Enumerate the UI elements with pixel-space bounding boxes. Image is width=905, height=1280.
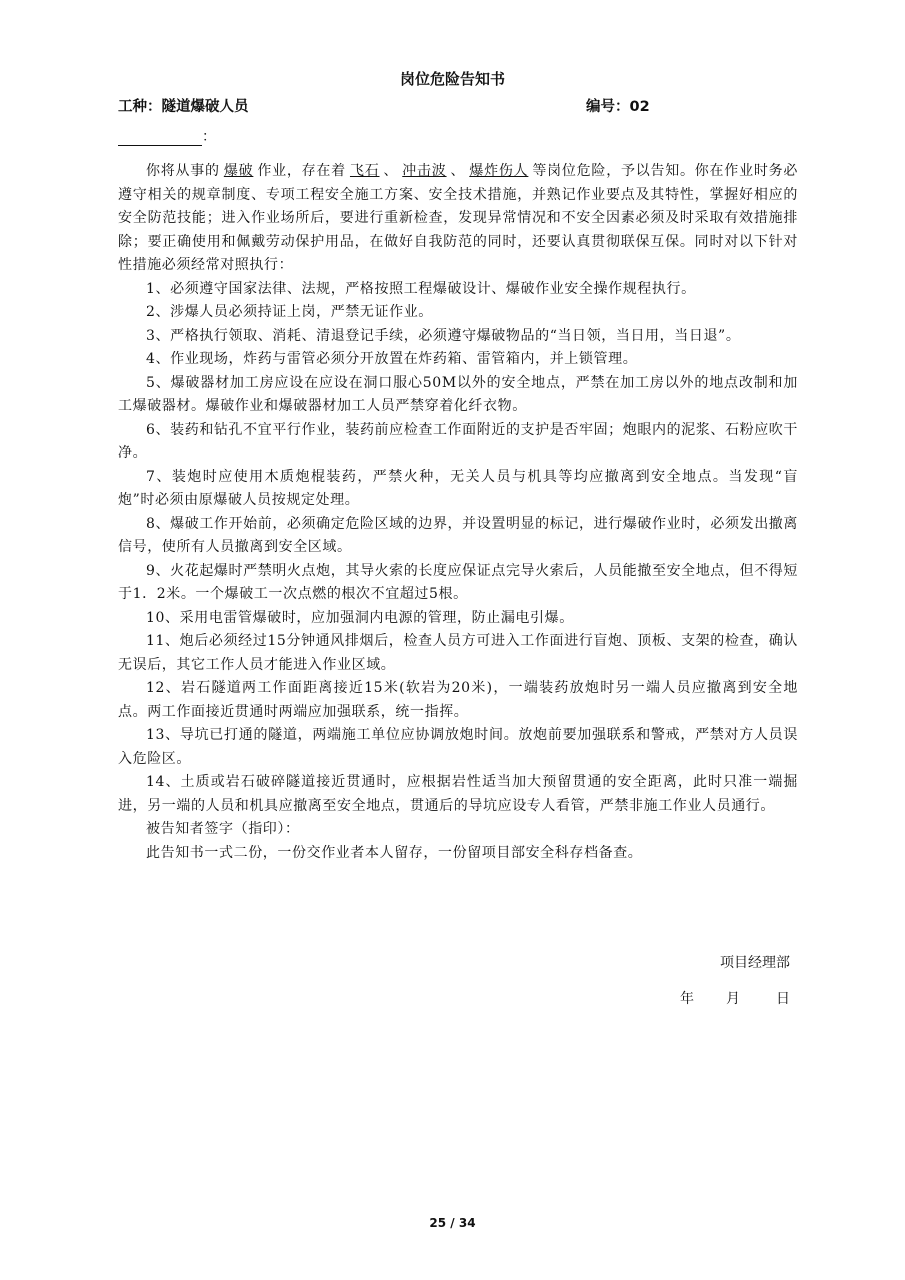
measure-item: 12、岩石隧道两工作面距离接近15米(软岩为20米)，一端装药放炮时另一端人员应撤离到安全地点。两工作面接近贯通时两端应加强联系，统一指挥。 (118, 680, 798, 720)
document-number: 编号：02 (586, 99, 650, 115)
hazard-underlined: 冲击波 (402, 163, 447, 179)
meta-row (118, 95, 788, 115)
work-type-underlined: 爆破 (223, 163, 254, 179)
measure-item: 5、爆破器材加工房应设在应设在洞口服心50M以外的安全地点，严禁在加工房以外的地点改制和加工爆破器材。爆破作业和爆破器材加工人员严禁穿着化纤衣物。 (118, 374, 798, 414)
measure-item: 10、采用电雷管爆破时，应加强洞内电源的管理，防止漏电引爆。 (146, 609, 574, 626)
measure-item: 7、装炮时应使用木质炮棍装药，严禁火种，无关人员与机具等均应撤离到安全地点。当发现“盲炮”时必须由原爆破人员按规定处理。 (118, 468, 798, 508)
measure-item: 6、装药和钻孔不宜平行作业，装药前应检查工作面附近的支护是否牢固；炮眼内的泥浆、石粉应吹干净。 (118, 421, 798, 461)
measure-item: 4、作业现场，炸药与雷管必须分开放置在炸药箱、雷管箱内，并上锁管理。 (146, 351, 638, 367)
measure-item: 8、爆破工作开始前，必须确定危险区域的边界，并设置明显的标记，进行爆破作业时，必须发出撤离信号，使所有人员撤离到安全区域。 (118, 515, 798, 555)
page-number: 25 / 34 (429, 1216, 476, 1230)
job-type: 工种：隧道爆破人员 (118, 99, 249, 115)
intro-paragraph (118, 160, 798, 278)
intro-text: 你将从事的 (146, 163, 220, 179)
measure-item: 3、严格执行领取、消耗、清退登记手续，必须遵守爆破物品的“当日领，当日用，当日退”。 (146, 327, 741, 344)
measure-item: 14、土质或岩石破碎隧道接近贯通时，应根据岩性适当加大预留贯通的安全距离，此时只准一端掘进，另一端的人员和机具应撤离至安全地点，贯通后的导坑应设专人看管，严禁非施工作业人员通行。 (118, 774, 798, 814)
measure-item: 13、导坑已打通的隧道，两端施工单位应协调放炮时间。放炮前要加强联系和警戒，严禁对方人员误入危险区。 (118, 727, 798, 767)
date-day: 日 (776, 991, 790, 1007)
notice-body (118, 160, 798, 865)
measure-item: 9、火花起爆时严禁明火点炮，其导火索的长度应保证点完导火索后，人员能撤至安全地点，但不得短于1．2米。一个爆破工一次点燃的根次不宜超过5根。 (118, 562, 798, 602)
addressee-blank (118, 129, 202, 146)
hazard-underlined: 爆炸伤人 (469, 163, 529, 179)
intro-text: 作业，存在着 (257, 163, 346, 179)
document-title: 岗位危险告知书 (399, 70, 505, 88)
addressee-colon: ： (202, 129, 216, 145)
date-year: 年 (680, 991, 694, 1007)
signature-line: 被告知者签字（指印）： (146, 821, 300, 837)
measure-item: 1、必须遵守国家法律、法规，严格按照工程爆破设计、爆破作业安全操作规程执行。 (146, 280, 696, 297)
measure-item: 2、涉爆人员必须持证上岗，严禁无证作业。 (146, 304, 433, 320)
copies-note: 此告知书一式二份，一份交作业者本人留存，一份留项目部安全科存档备查。 (146, 844, 643, 861)
intro-text: 等岗位危险，予以告知。你在作业时务必遵守相关的规章制度、专项工程安全施工方案、安全技术措施，并熟记作业要点及其特性，掌握好相应的安全防范技能；进入作业场所后，要进行重新检查，发现异常情况和不安全因素必须及时采取有效措施排除；要正确使用和佩戴劳动保护用品，在做好自我防范的同时，还要认真贯彻联保互保。同时对以下针对性措施必须经常对照执行： (118, 163, 798, 273)
intro-separator: 、 (450, 163, 466, 179)
intro-separator: 、 (383, 163, 399, 179)
date-month: 月 (726, 991, 740, 1007)
hazard-underlined: 飞石 (349, 163, 380, 179)
addressee-line (118, 126, 216, 146)
measure-item: 11、炮后必须经过15分钟通风排烟后，检查人员方可进入工作面进行盲炮、顶板、支架的检查，确认无误后，其它工作人员才能进入作业区域。 (118, 633, 798, 673)
project-office: 项目经理部 (720, 955, 790, 971)
